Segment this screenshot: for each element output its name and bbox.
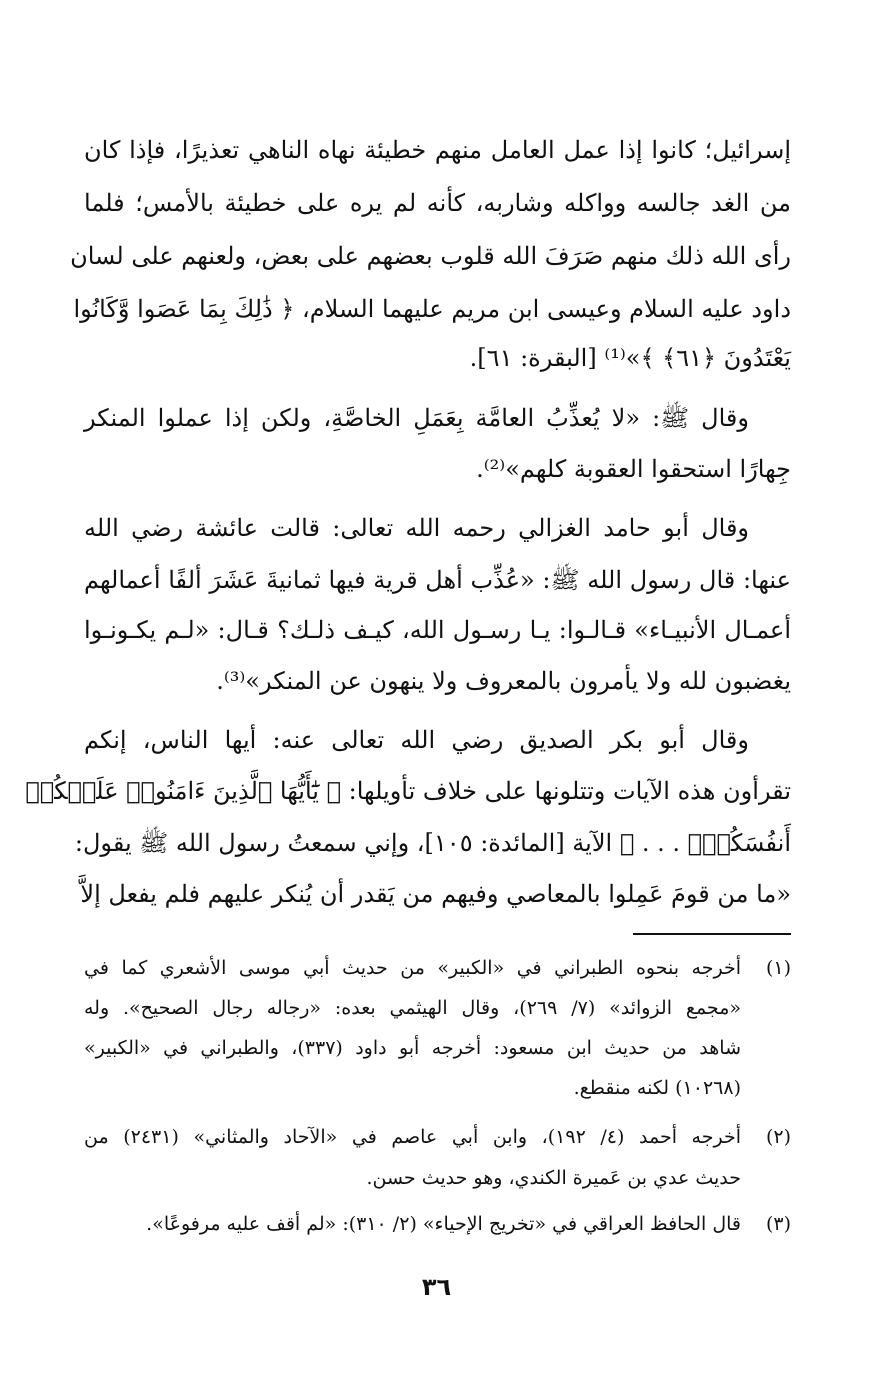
footnote-text: قال الحافظ العراقي في «تخريج الإحياء» (٢/ ٣١٠): «لم أقف عليه مرفوعًا». (146, 1213, 741, 1235)
body-line: وقال أبو بكر الصديق رضي الله تعالى عنه: أيها الناس، إنكم (84, 726, 749, 754)
body-line: جِهارًا استحقوا العقوبة كلهم»⁽²⁾. (476, 455, 791, 483)
body-line: وقال ﷺ: «لا يُعذِّبُ العامَّة بِعَمَلِ الخاصَّةِ، ولكن إذا عملوا المنكر (84, 404, 749, 432)
body-line: «ما من قومَ عَمِلوا بالمعاصي وفيهم من يَقدر أن يُنكر عليهم فلم يفعل إلاَّ (80, 880, 791, 908)
footnote-divider (633, 933, 791, 935)
body-line: وقال أبو حامد الغزالي رحمه الله تعالى: قالت عائشة رضي الله (84, 514, 749, 542)
body-line: من الغد جالسه وواكله وشاربه، كأنه لم يره على خطيئة بالأمس؛ فلما (84, 189, 791, 217)
body-line: أعمـال الأنبيـاء» قـالـوا: يـا رسـول الله، كيـف ذلـك؟ قـال: «لـم يكـونـوا (84, 616, 791, 644)
footnote-number: (٢) (765, 1126, 791, 1148)
body-line: أَنفُسَكُمۡۖ . . . ﴾ الآية [المائدة: ١٠٥]، وإني سمعتُ رسول الله ﷺ يقول: (74, 829, 791, 857)
footnote-text: حديث عدي بن عَميرة الكندي، وهو حديث حسن. (366, 1167, 741, 1189)
page-number: ٣٦ (421, 1273, 452, 1301)
body-line: تقرأون هذه الآيات وتتلونها على خلاف تأويلها: ﴿ يَٰٓأَيُّهَا ٱلَّذِينَ ءَامَنُوا۟ عَلَيۡكُمۡ (25, 777, 791, 805)
footnote-text: أخرجه بنحوه الطبراني في «الكبير» من حديث أبي موسى الأشعري كما في (84, 957, 741, 979)
footnote-text: «مجمع الزوائد» (٧/ ٢٦٩)، وقال الهيثمي بعده: «رجاله رجال الصحيح». وله (84, 997, 742, 1019)
body-line: داود عليه السلام وعيسى ابن مريم عليهما السلام، ﴿ ذَٰلِكَ بِمَا عَصَوا وَّكَانُوا (73, 295, 791, 323)
body-line: يغضبون لله ولا يأمرون بالمعروف ولا ينهون عن المنكر»⁽³⁾. (216, 667, 791, 695)
footnote-text: أخرجه أحمد (٤/ ١٩٢)، وابن أبي عاصم في «الآحاد والمثاني» (٢٤٣١) من (84, 1126, 741, 1148)
body-line: إسرائيل؛ كانوا إذا عمل العامل منهم خطيئة نهاه الناهي تعذيرًا، فإذا كان (84, 136, 791, 164)
footnote-text: شاهد من حديث ابن مسعود: أخرجه أبو داود (٣٣٧)، والطبراني في «الكبير» (84, 1037, 742, 1059)
body-line: عنها: قال رسول الله ﷺ: «عُذِّب أهل قرية فيها ثمانيةَ عَشَرَ ألفًا أعمالهم (84, 566, 791, 594)
body-line: يَعْتَدُونَ ﴿٦١﴾ ﴾»⁽¹⁾ [البقرة: ٦١]. (469, 344, 791, 372)
footnote-number: (١) (765, 957, 791, 979)
footnote-text: (١٠٢٦٨) لكنه منقطع. (573, 1077, 741, 1099)
body-line: رأى الله ذلك منهم صَرَفَ الله قلوب بعضهم على بعض، ولعنهم على لسان (70, 242, 791, 270)
footnote-number: (٣) (765, 1213, 791, 1235)
